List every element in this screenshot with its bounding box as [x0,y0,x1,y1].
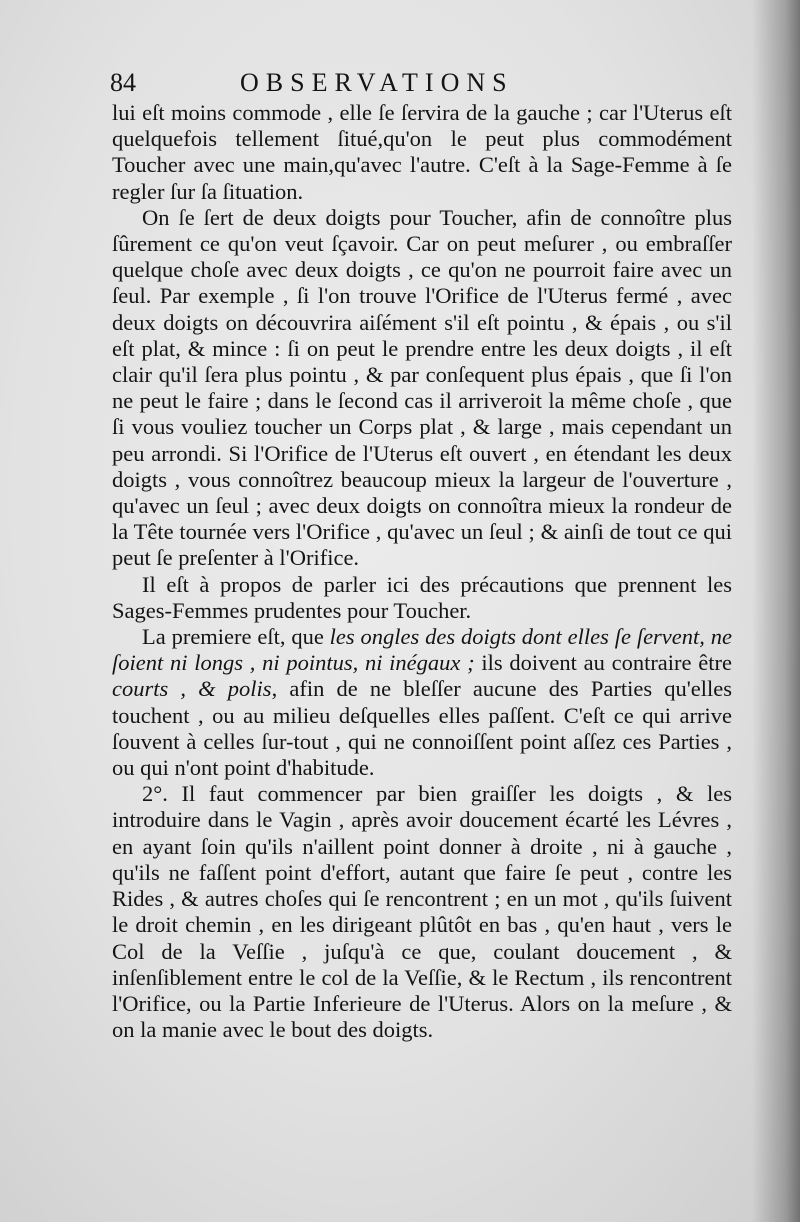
paragraph-4-text-a: La premiere eſt, que [142,624,330,650]
page-header [110,68,730,102]
paragraph-4-text-b: ils doivent au contraire être [474,650,732,676]
page-number: 84 [110,68,136,97]
paragraph-2: On ſe ſert de deux doigts pour Toucher, afin de connoître plus ſûrement ce qu'on veut ſçavoir. Car on peut meſurer , ou embraſſer quelque choſe avec deux doigts , ce qu'on ne pourroit faire avec un ſeul. Par exemple , ſi l'on trouve l'Orifice de l'Uterus fermé , avec deux doigts on découvrira aiſément s'il eſt pointu , & épais , ou s'il eſt plat, & mince : ſi on peut le prendre entre les deux doigts , il eſt clair qu'il ſera plus pointu , & par conſequent plus épais , que ſi l'on ne peut le faire ; dans le ſecond cas il arriveroit la même choſe , que ſi vous vouliez toucher un Corps plat , & large , mais cependant un peu arrondi. Si l'Orifice de l'Uterus eſt ouvert , en étendant les deux doigts , vous connoîtrez beaucoup mieux la largeur de l'ouverture , qu'avec un ſeul ; avec deux doigts on connoîtra mieux la rondeur de la Tête tournée vers l'Orifice , qu'avec un ſeul ; & ainſi de tout ce qui peut ſe preſenter à l'Orifice. [112,204,732,571]
paragraph-4 [112,624,732,781]
paragraph-4-italic-a: les ongles des doigts dont elles ſe ſervent, ne ſoient ni longs , ni pointus, ni inégaux ; [112,624,732,676]
paragraph-1: lui eſt moins commode , elle ſe ſervira de la gauche ; car l'Uterus eſt quelquefois tellement ſitué,qu'on le peut plus commodément Toucher avec une main,qu'avec l'autre. C'eſt à la Sage-Femme à ſe regler ſur ſa ſituation. [112,100,732,204]
paragraph-4-text-c: , afin de ne bleſſer aucune des Parties qu'elles touchent , ou au milieu deſquelles elles paſſent. C'eſt ce qui arrive ſouvent à celles ſur-tout , qui ne connoiſſent point aſſez ces Parties , ou qui n'ont point d'habitude. [112,676,732,781]
paragraph-5: 2°. Il faut commencer par bien graiſſer les doigts , & les introduire dans le Vagin , après avoir doucement écarté les Lévres , en ayant ſoin qu'ils n'aillent point donner à droite , ni à gauche , qu'ils ne faſſent point d'effort, autant que faire ſe peut , contre les Rides , & autres choſes qui ſe rencontrent ; en un mot , qu'ils ſuivent le droit chemin , en les dirigeant plûtôt en bas , qu'en haut , vers le Col de la Veſſie , juſqu'à ce que, coulant doucement , & inſenſiblement entre le col de la Veſſie, & le Rectum , ils rencontrent l'Orifice, ou la Partie Inferieure de l'Uterus. Alors on la meſure , & on la manie avec le bout des doigts. [112,781,732,1043]
paragraph-3: Il eſt à propos de parler ici des précautions que prennent les Sages-Femmes prudentes pour Toucher. [112,571,732,623]
body-text [112,100,732,1043]
running-head: OBSERVATIONS [240,68,514,97]
page-edge-shadow [752,0,800,1222]
paragraph-4-italic-b: courts , & polis [112,676,272,702]
